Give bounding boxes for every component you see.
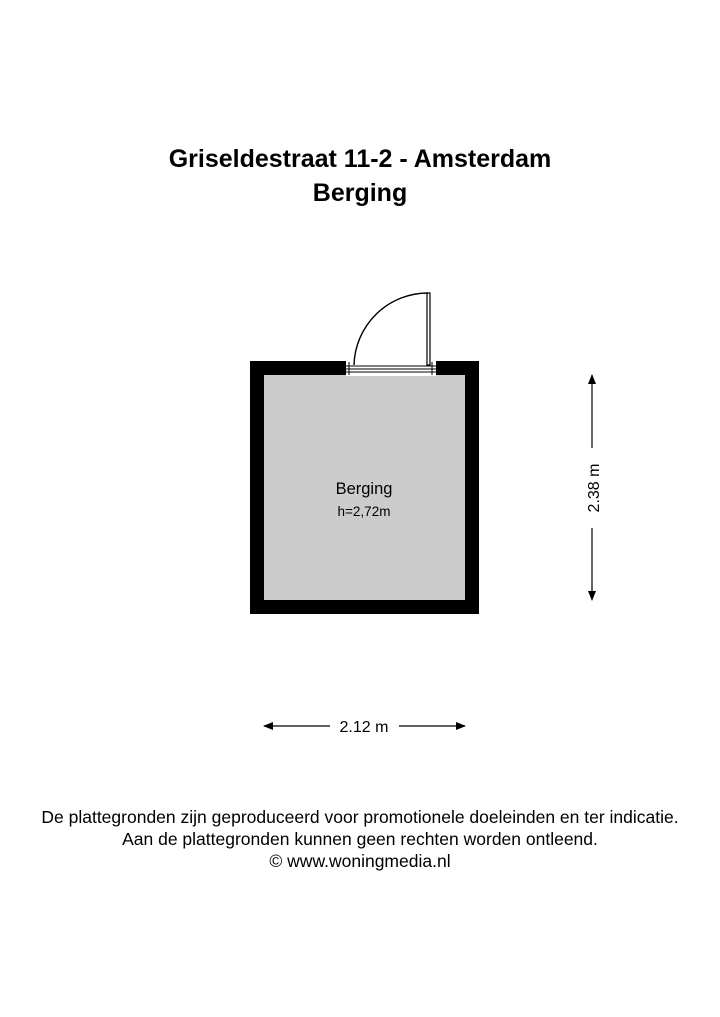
door-swing-arc bbox=[354, 293, 428, 365]
depth-dimension bbox=[586, 375, 603, 600]
depth-label: 2.38 m bbox=[586, 463, 603, 513]
disclaimer-line-2: Aan de plattegronden kunnen geen rechten worden ontleend. bbox=[122, 829, 598, 849]
width-dimension bbox=[264, 719, 465, 736]
copyright-line: © www.woningmedia.nl bbox=[269, 851, 451, 871]
door-opening bbox=[346, 360, 436, 376]
door-leaf bbox=[427, 293, 430, 365]
door bbox=[346, 293, 436, 376]
width-label: 2.12 m bbox=[339, 719, 389, 736]
disclaimer-line-1: De plattegronden zijn geproduceerd voor promotionele doeleinden en ter indicatie. bbox=[41, 807, 679, 827]
page-title: Griseldestraat 11-2 - Amsterdam bbox=[168, 145, 552, 173]
room-name: Berging bbox=[335, 480, 393, 498]
page-subtitle: Berging bbox=[312, 179, 408, 207]
room-height: h=2,72m bbox=[337, 504, 391, 519]
